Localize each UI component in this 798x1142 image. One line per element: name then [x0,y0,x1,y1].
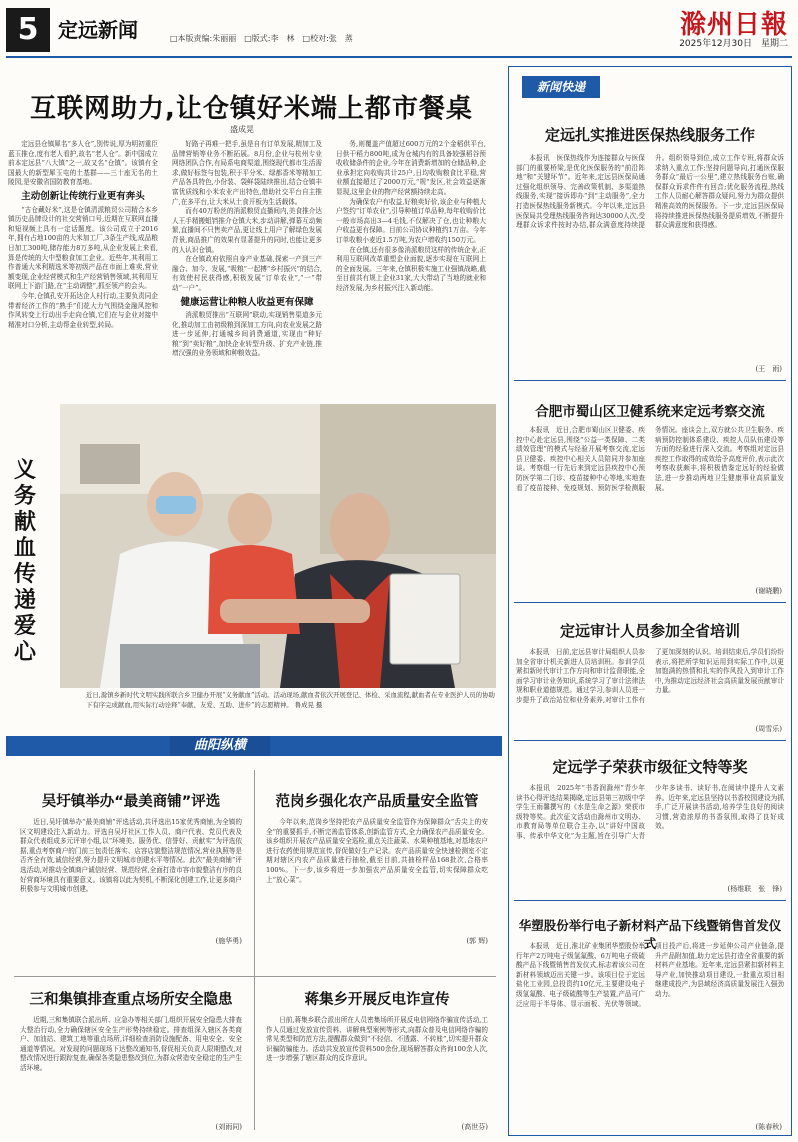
lead-paragraph: 定远县仓镇犀名“多人仓”,别传说,厚为明初重臣蓝玉推仓,度有老人看护,故名“老人仓”。新中国成立前本定远县“八大镇”之一,故又名“仓镇”。该镇有全国最大的新型犀玉屯的土基群——三十座无名的土陵园,是安徽省国防教育基地。 [8,140,158,187]
section-title: 定远新闻 [58,18,138,42]
article-byline: (施华勇) [215,937,242,945]
lead-column-1 [8,140,158,402]
panel-divider [514,740,786,741]
panel-divider [514,602,786,603]
lead-headline[interactable]: 互联网助力,让仓镇好米端上都市餐桌 [30,94,473,124]
article-paragraph: 本报讯 医保热线作为连接群众与医保部门的重要桥梁,是优化医保服务的“前沿阵地”和“关键环节”。近年来,定远县医保局通过强化组织领导、完善政策机制、多渠道热线服务,实现“接诉即办”到“主动服务”,全力打造医保热线服务新模式。今年以来,定远县医保局共受理热线服务咨询达30000人次,受理群众诉求件按时办结,群众满意度持续提升。组织领导到位,成立工作专班,将群众诉求纳入重点工作;坚持问题导向,打通医保服务群众“最后一公里”,建立热线服务台账,确保群众诉求件件有回音;优化服务流程,热线工作人员耐心解答群众疑问,努力为群众提供精准高效的医保服务。下一步,定远县医保局将持续推进医保热线服务提质增效,不断提升群众满意度和获得感。 [516,154,784,230]
article-paragraph: 本报讯 日前,定远县审计局组织人员参加全省审计机关新进人员培训班。参训学员紧扣新时代审计工作方向和审计监督职能,全面学习审计业务知识,系统学习了审计法律法规和职业道德规范。通过学习,参训人员进一步提升了政治站位和业务素养,对审计工作有了更加深刻的认识。培训结束后,学员们纷纷表示,将把所学知识运用到实际工作中,以更加饱满的热情和扎实的作风投入到审计工作中,为推动定远经济社会高质量发展贡献审计力量。 [516,648,784,704]
article-byline: (谢晓鹏) [755,587,782,595]
panel-divider [514,900,786,901]
lead-byline: 盛成晃 [230,125,254,134]
article-body [266,818,488,936]
article-byline: (陈春秋) [755,1123,782,1131]
news-express-tab: 新闻快递 [522,76,600,98]
lead-column-2 [172,140,322,402]
section-band-label: 曲阳纵横 [170,736,270,756]
article-byline: (高世芬) [461,1123,488,1131]
photo-vertical-title: 义务献血 传递爱心 [14,458,59,665]
panel-divider [514,380,786,381]
lead-paragraph: 务,则覆盖产值超过600万元的2个金稻供平台,日供干稻力800吨,成为仓城内有的具备较强稻谷预收收储条件的企业,今年在消费新增加的仓储品种,企业承担定向收购共计25户,日均收购粮食比平稳,营业额直接超过了2000万元,“规”发区,社会效益逐渐显现,这里企业的物产经营额持续走高。 [336,140,486,196]
article-headline[interactable]: 合肥市蜀山区卫健系统来定远考察交流 [535,404,765,420]
article-headline[interactable]: 定远扎实推进医保热线服务工作 [544,126,755,144]
article-paragraph: 本报讯 2025年“书香润滁州”青少年读书心得评选结果揭晓,定远县第三初级中学学生王雨馨撰写的《水是生命之源》荣获市级特等奖。此次征文活动由滁州市文明办、市教育局等单位联合主办,以“讲好中国故事、传承中华文化”为主题,旨在引导广大青少年多读书、读好书,在阅读中提升人文素养。近年来,定远县坚持以书香校园建设为抓手,广泛开展读书活动,培养学生良好的阅读习惯,营造浓厚的书香氛围,取得了良好成效。 [516,784,784,840]
article-byline: (周雪乐) [755,725,782,733]
article-body [516,154,784,364]
lead-column-3 [336,140,486,402]
article-body [20,818,242,936]
column-divider [254,770,255,1130]
article-paragraph: 日前,蒋集乡联合派出所在人员密集场所开展反电信网络诈骗宣传活动,工作人员通过发放宣传资料、讲解典型案例等形式,向群众普及电信网络诈骗的常见类型和防范方法,提醒群众做到“不轻信、不透露、不转账”,切实提升群众识骗防骗能力。活动共发放宣传资料500余份,现场解答群众咨询100余人次,进一步增强了辖区群众的反诈意识。 [266,1016,488,1063]
lead-paragraph: 在仓镇政府依照自身产业基础,探索一产到三产融合、加今、发展,“吸粮”一起搏“乡村振兴”的结合,有效使村民获得感,积极发展“订单农业”,“一”带动“一户”。 [172,255,322,292]
page-number: 5 [6,8,50,52]
lead-paragraph: 而有40万粉丝的消派粮贸直播间内,美食推介达人王手精搬蛆铛推介仓镇大米,步动讲解,弹幕互动频繁,直播间不只售卖产品,更让线上用户了解绿色发展背景,商品推广的效果有显著提升的同时,也能让更多的人认识仓镇。 [172,207,322,254]
article-body [20,1016,242,1120]
article-body [266,1016,488,1120]
row-divider [14,976,496,977]
lead-paragraph: 今年,仓镇孔安开拓达企人村行动,主要负责同企带着经济工作的“熟手”们花大力气围绕金融风控和作风转变上行动出手走向仓镇,它们在与企业对接中精准对口分析,主动帮金业转型,转局。 [8,291,158,329]
article-headline[interactable]: 吴圩镇举办“最美商铺”评选 [41,794,221,810]
article-paragraph: 近日,吴圩镇举办“最美商铺”评选活动,共评选出15家优秀商铺,为全镇的区文明建设注入新动力。评选自吴圩社区工作人员、商户代表、党员代表及群众代表组成多元评审小组,以“环境美、服务优、信誉好、贡献实”为评选依据,重点考察商户的门前三包责任落实、店容店貌整洁规范情况,营业执照等是否齐全有效,诚信经营,努力提升文明城市创建水平等情况。此次“最美商铺”评选活动,对推动全镇商户诚信经营、规范经营,全面打造市容市貌整洁有序的良好营商环境具有重要意义。该镇将以此为契机,不断深化创建工作,让更多商户积极参与文明城市创建。 [20,818,242,894]
lead-subheading-2: 健康运营让种粮人收益更有保障 [180,296,314,308]
article-paragraph: 近期,三和集镇联合派出所、应急办等相关部门,组织开展安全隐患大排查大整治行动,全力确保辖区安全生产形势持续稳定。排查组深入辖区各类商户、加油站、建筑工地等重点场所,详细检查消防设施配备、用电安全、安全通道等情况。对发现的问题现场下达整改通知书,督促相关负责人限期整改,对整改情况进行跟踪复查,确保各类隐患整改到位,为群众营造安全稳定的生产生活环境。 [20,1016,242,1072]
article-body [516,648,784,724]
newspaper-logo: 滁州日報 [679,10,788,40]
article-headline[interactable]: 华塑股份举行电子新材料产品下线暨销售首发仪式 [518,918,782,951]
staff-credits: □本版责编:朱丽丽 □版式:李 林 □校对:张 蒸 [170,34,353,43]
article-paragraph: 本报讯 近日,合肥市蜀山区卫健委、疾控中心赴定远县,围绕“公益一类保障、二类绩效管理”的模式与经验开展考察交流,定远县卫健委、疾控中心相关人员陪同并参加座谈。考察组一行先后来到定远县疾控中心预防医学第二门诊、疫苗接种中心等地,实地查看了疫苗接种、免疫规划、预防医学检测服务情况。座谈会上,双方就公共卫生服务、疾病预防控制体系建设、疾控人员队伍建设等方面的经验进行深入交流。考察组对定远县疾控工作取得的成效给予高度评价,表示此次考察收获颇丰,将积极借鉴定远好的经验做法,进一步推动两地卫生健康事业高质量发展。 [516,426,784,492]
blood-donation-photo[interactable] [60,404,496,688]
issue-date: 2025年12月30日 星期二 [679,39,788,49]
article-headline[interactable]: 定远学子荣获市级征文特等奖 [552,758,748,776]
article-headline[interactable]: 蒋集乡开展反电诈宣传 [304,992,450,1008]
article-byline: (郭 辉) [466,937,488,945]
article-paragraph: 本报讯 近日,淮北矿业集团华塑股份举行年产2万吨电子级氢氟酸、6万吨电子级硫酸产品下线暨销售首发仪式,标志着该公司在新材料领域迈出关键一步。该项目位于定远盐化工业园,总投资约10亿元,主要建设电子级氢氟酸、电子级硫酸等生产装置,产品可广泛应用于半导体、显示面板、光伏等领域。项目投产后,将进一步延伸公司产业链条,提升产品附加值,助力定远县打造全省重要的新材料产业基地。近年来,定远县紧扣新材料主导产业,加快推动项目建设,一批重点项目相继建成投产,为县域经济高质量发展注入强劲动力。 [516,942,784,1008]
article-paragraph: 今年以来,范岗乡坚持把农产品质量安全监管作为保障群众“舌尖上的安全”的重要抓手,不断完善监管体系,创新监管方式,全力确保农产品质量安全。该乡组织开展农产品质量安全巡检,重点关注蔬菜、水果种植基地,对基地农户进行农药使用规范宣传,督促做好生产记录。农产品质量安全快速检测室不定期对辖区内农产品质量进行抽检,截至目前,共抽检样品168批次,合格率100%。下一步,该乡将进一步加强农产品质量安全监管,切实保障群众吃上“放心菜”。 [266,818,488,884]
photo-caption: 近日,滁镇乡新时代文明实践所联合乡卫健办开展“义务献血”活动。活动现场,献血者依次开展登记、体检、采血流程,献血者在专业医护人员的协助下有序完成献血,用实际行动诠释“奉献、友爱、互助、进步”的志愿精神。 鲁成晃 摄 [86,691,495,709]
article-byline: (刘雨同) [215,1123,242,1131]
article-headline[interactable]: 范岗乡强化农产品质量安全监管 [275,794,479,810]
article-body [516,942,784,1120]
header-rule [6,56,792,58]
article-byline: (王 雨) [755,365,782,373]
article-body [516,426,784,586]
article-body [516,784,784,884]
article-headline[interactable]: 三和集镇排查重点场所安全隐患 [29,992,233,1008]
lead-paragraph: “古仓藏好米”,这是仓镇清派粮贸公司精合本乡镇历史品牌设计的社交营销口号,近期在互联网直播和短视频上具有一定话题度。该公司成立于2016年,拥有占地100亩的大米加工厂,3条生产线,成品粮日加工300吨,储存能力8万多吨,从企业发展上来看,算是传统的大中型粮食加工企业。近些年,其利用工作普通大米利精选米等初级产品在市面上难卖,营业额变现,企业经营模式和生产经营销售领域,其利用互联网上下游门路,在“主动调整”,抓至领产的会头。 [8,205,158,291]
article-headline[interactable]: 定远审计人员参加全省培训 [559,622,740,640]
lead-subheading-1: 主动创新让传统行业更有奔头 [21,190,145,202]
lead-paragraph: 好路子再难一把手,虽是自有订单发展,精加工及品牌营销等业务不断拓展。8月份,企业与杭州专业网络团队合作,有局系电商渠道,围绕现代都市生活需求,做好标签与包装,积于平分米、绿都香米等精加工产品各具特色,小份装、袋鲜袋陆续推出,结合仓镇丰富优质线和小米农业产出特色,借助社交平台自主推广,在多平台,让大米从土食开板为生活载体。 [172,140,322,206]
lead-paragraph: 为确保农户有收益,好粮卖好价,该企业与种植大户签约“订单农业”,引导种植订单品种,每年收购价比一般市场高出3—4毛钱,不仅解决了仓,也让种粮大户收益更有保障。目前公司协议种植约1万亩。今年订单收粮小麦近1.5万吨,为农户增收约150万元。 [336,197,486,244]
lead-paragraph: 在仓镇,还有很多像消派粮贸这样的传统企业,正利用互联网改革重塑企业面貌,逐步实现在互联网上的全面发展。三年来,仓镇积极实施工业强镇战略,截至目前共有规上企业31家,大大带动了当地的就业和经济发展,为乡村振兴注入新动能。 [336,245,486,292]
article-byline: (杨维联 张 锋) [727,885,782,893]
lead-paragraph: 消派粮贸推出“互联网”联动,实现销售渠道多元化,推动加工由初级粮到深加工方向,向农业发展之路进一步延伸,打通城乡间消费通道,实现由“种好粮”到“卖好粮”,加快企业转型升级、扩充产业链,推增汉强的业务领域和种粮效益。 [172,311,322,358]
